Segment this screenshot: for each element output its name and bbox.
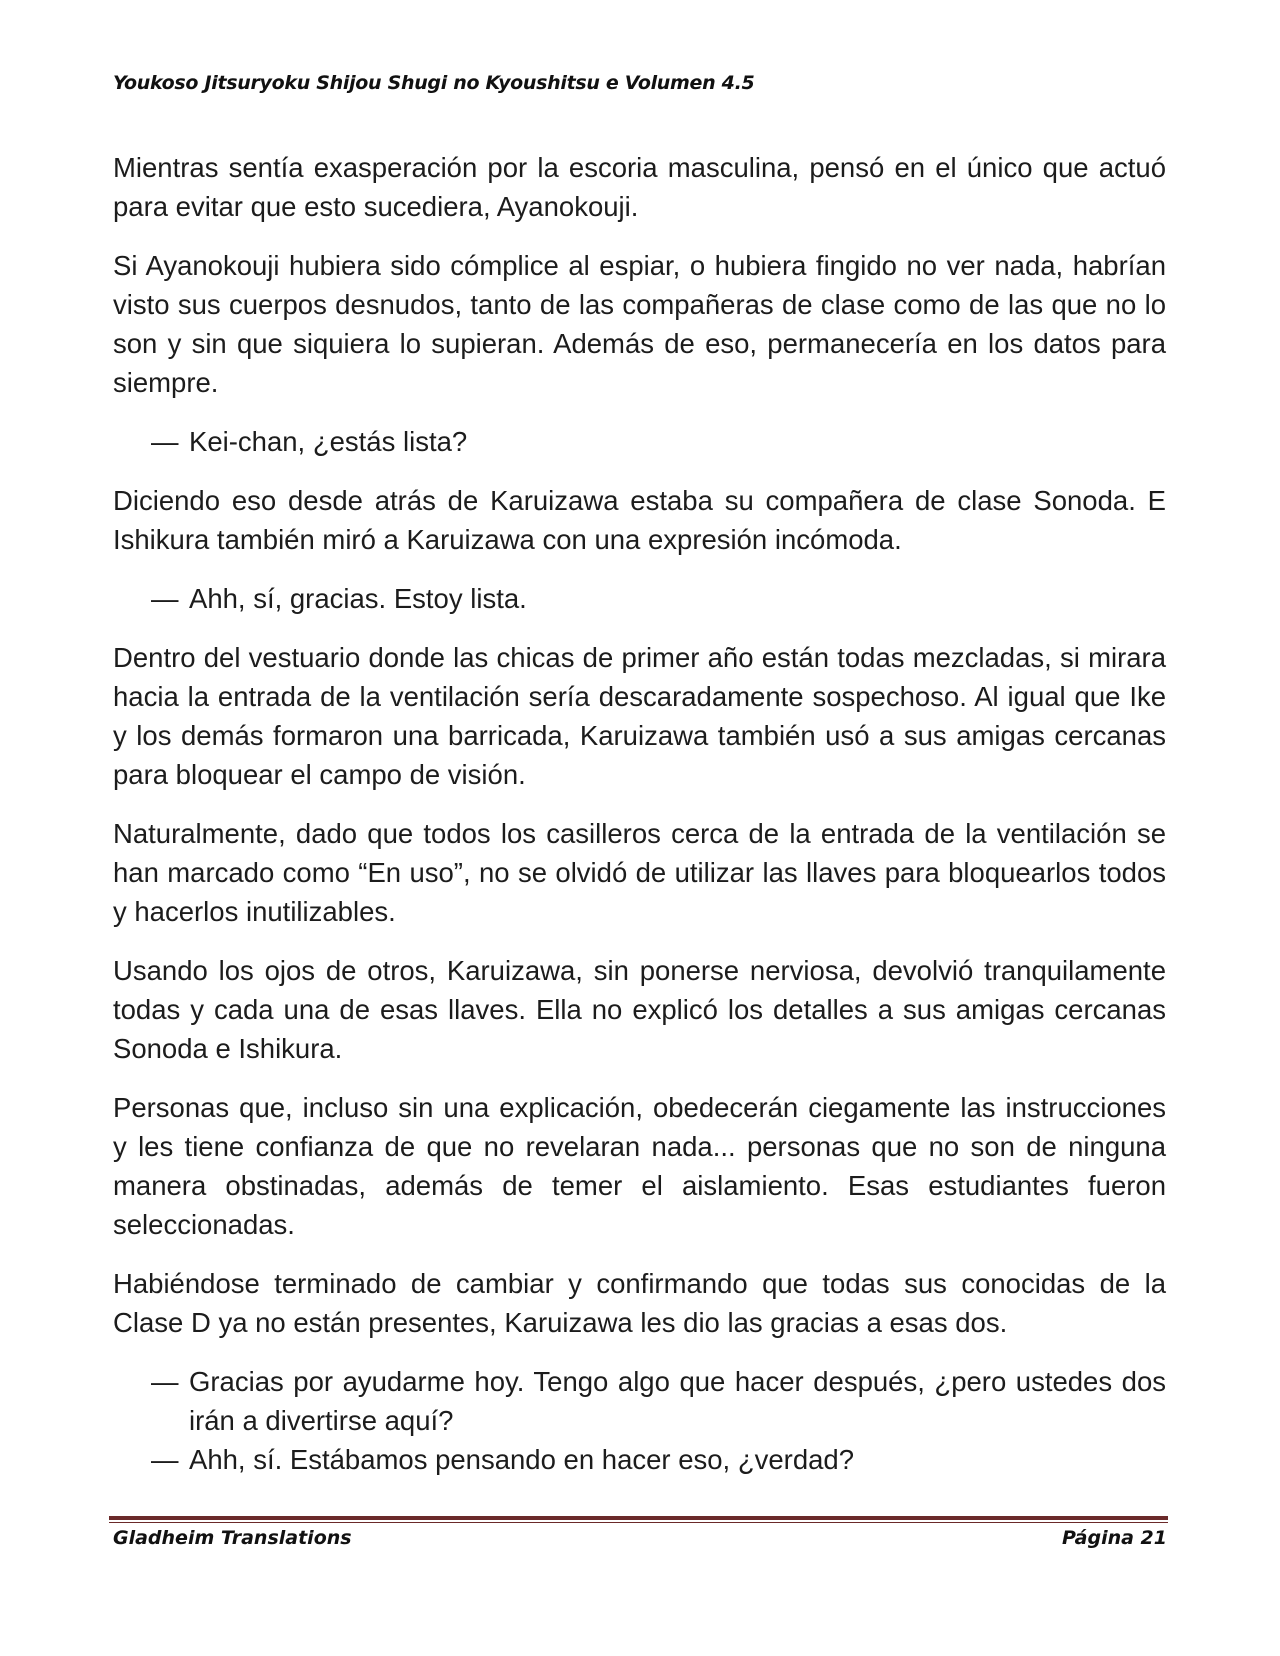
paragraph: Diciendo eso desde atrás de Karuizawa estaba su compañera de clase Sonoda. E Ishikura también miró a Karuizawa con una expresión incómoda. [113, 485, 1166, 555]
paragraph: Naturalmente, dado que todos los casilleros cerca de la entrada de la ventilación se han marcado como “En uso”, no se olvidó de utilizar las llaves para bloquearlos todos y hacerlos inutilizables. [113, 818, 1166, 927]
dialogue-line [151, 422, 1166, 461]
dialogue-dash: — [151, 426, 179, 457]
paragraph: Dentro del vestuario donde las chicas de primer año están todas mezcladas, si mirara hacia la entrada de la ventilación sería descaradamente sospechoso. Al igual que Ike y los demás formaron una barricada, Karuizawa también usó a sus amigas cercanas para bloquear el campo de visión. [113, 642, 1166, 790]
dialogue-text: Gracias por ayudarme hoy. Tengo algo que hacer después, ¿pero ustedes dos irán a divertirse aquí? [189, 1366, 1166, 1436]
dialogue-text: Ahh, sí. Estábamos pensando en hacer eso, ¿verdad? [189, 1444, 854, 1475]
page-number: Página 21 [1061, 1527, 1167, 1549]
dialogue-dash: — [151, 1444, 179, 1475]
paragraph: Usando los ojos de otros, Karuizawa, sin ponerse nerviosa, devolvió tranquilamente todas y cada una de esas llaves. Ella no explicó los detalles a sus amigas cercanas Sonoda e Ishikura. [113, 955, 1166, 1064]
dialogue-text: Ahh, sí, gracias. Estoy lista. [189, 583, 527, 614]
body-text [113, 148, 1166, 1479]
dialogue-dash: — [151, 583, 179, 614]
running-header: Youkoso Jitsuryoku Shijou Shugi no Kyoushitsu e Volumen 4.5 [113, 72, 755, 94]
dialogue-text: Kei-chan, ¿estás lista? [189, 426, 468, 457]
dialogue-line [151, 1440, 1166, 1479]
footer-rule [109, 1516, 1168, 1523]
paragraph: Personas que, incluso sin una explicación, obedecerán ciegamente las instrucciones y les tiene confianza de que no revelaran nada... personas que no son de ninguna manera obstinadas, además de temer el aislamiento. Esas estudiantes fueron seleccionadas. [113, 1092, 1166, 1240]
paragraph: Si Ayanokouji hubiera sido cómplice al espiar, o hubiera fingido no ver nada, habrían visto sus cuerpos desnudos, tanto de las compañeras de clase como de las que no lo son y sin que siquiera lo supieran. Además de eso, permanecería en los datos para siempre. [113, 250, 1166, 398]
dialogue-line [151, 1362, 1166, 1440]
paragraph: Mientras sentía exasperación por la escoria masculina, pensó en el único que actuó para evitar que esto sucediera, Ayanokouji. [113, 152, 1166, 222]
footer-translator: Gladheim Translations [113, 1527, 352, 1549]
dialogue-dash: — [151, 1366, 179, 1397]
paragraph: Habiéndose terminado de cambiar y confirmando que todas sus conocidas de la Clase D ya no están presentes, Karuizawa les dio las gracias a esas dos. [113, 1268, 1166, 1338]
dialogue-line [151, 579, 1166, 618]
